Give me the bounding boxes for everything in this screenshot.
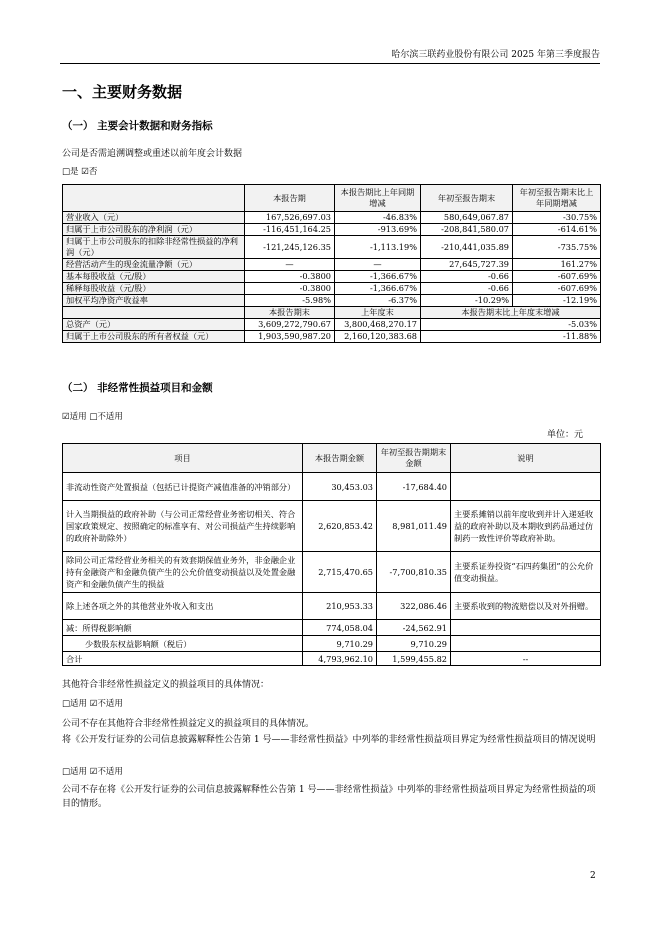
cell: -24,562.91 — [377, 620, 451, 636]
table-header-row — [63, 185, 601, 212]
row-label: 稀释每股收益（元/股） — [63, 283, 245, 295]
table-row — [63, 501, 601, 552]
header-cell — [63, 185, 245, 212]
cell: -1,366.67% — [335, 271, 421, 283]
cell: -30.75% — [513, 212, 601, 224]
table-row — [63, 331, 601, 343]
row-label: 加权平均净资产收益率 — [63, 295, 245, 307]
header-cell: 本报告期比上年同期增减 — [335, 185, 421, 212]
cell: -913.69% — [335, 224, 421, 236]
cell: — — [245, 259, 335, 271]
restatement-choice: □是 ☑否 — [62, 167, 98, 177]
header-cell: 本报告期金额 — [303, 444, 377, 473]
header-cell: 本报告期 — [245, 185, 335, 212]
cell: -7,700,810.35 — [377, 552, 451, 593]
row-label: 合计 — [63, 652, 303, 666]
unit-label: 单位：元 — [547, 430, 584, 440]
cell: 161.27% — [513, 259, 601, 271]
row-label: 非流动性资产处置损益（包括已计提资产减值准备的冲销部分） — [63, 473, 303, 501]
cell: -0.66 — [421, 283, 513, 295]
header-cell: 上年度末 — [335, 307, 421, 319]
table-row — [63, 236, 601, 259]
financial-indicators-table — [62, 184, 601, 343]
cell: 8,981,011.49 — [377, 501, 451, 552]
cell: 210,953.33 — [303, 593, 377, 620]
cell: -208,841,580.07 — [421, 224, 513, 236]
header-cell — [63, 307, 245, 319]
table-row — [63, 224, 601, 236]
applicable-choice-2: □适用 ☑不适用 — [62, 699, 123, 709]
cell: -735.75% — [513, 236, 601, 259]
non-recurring-items-table — [62, 443, 601, 666]
note-3: 公司不存在将《公开发行证券的公司信息披露解释性公告第 1 号——非经常性损益》中列举的非经常性损益项目界定为经常性损益的项目的情形。 — [62, 785, 596, 809]
cell: 1,903,590,987.20 — [245, 331, 335, 343]
cell: 2,160,120,383.68 — [335, 331, 421, 343]
cell: -6.37% — [335, 295, 421, 307]
table-row — [63, 620, 601, 636]
part2-title: （二） 非经常性损益项目和金额 — [62, 382, 213, 394]
table-row — [63, 593, 601, 620]
cell: -17,684.40 — [377, 473, 451, 501]
cell: -5.98% — [245, 295, 335, 307]
table-row — [63, 552, 601, 593]
table-row — [63, 283, 601, 295]
cell: 27,645,727.39 — [421, 259, 513, 271]
cell: -116,451,164.25 — [245, 224, 335, 236]
note-1: 公司不存在其他符合非经常性损益定义的损益项目的具体情况。 — [62, 719, 315, 729]
cell: 1,599,455.82 — [377, 652, 451, 666]
cell: 主要系摊销以前年度收到并计入递延收益的政府补助以及本期收到药品通过仿制药一致性评价等政府补助。 — [451, 501, 601, 552]
cell: -0.3800 — [245, 283, 335, 295]
part1-title: （一） 主要会计数据和财务指标 — [62, 120, 213, 132]
cell: 167,526,697.03 — [245, 212, 335, 224]
cell: -607.69% — [513, 271, 601, 283]
row-label: 归属于上市公司股东的净利润（元） — [63, 224, 245, 236]
row-label: 除上述各项之外的其他营业外收入和支出 — [63, 593, 303, 620]
row-label: 少数股东权益影响额（税后） — [63, 636, 303, 652]
cell: -10.29% — [421, 295, 513, 307]
table-row — [63, 295, 601, 307]
cell — [451, 473, 601, 501]
running-header: 哈尔滨三联药业股份有限公司 2025 年第三季度报告 — [60, 47, 600, 64]
header-cell: 说明 — [451, 444, 601, 473]
cell — [451, 636, 601, 652]
table-row — [63, 473, 601, 501]
row-label: 归属于上市公司股东的扣除非经常性损益的净利润（元） — [63, 236, 245, 259]
table-row — [63, 271, 601, 283]
table-row — [63, 259, 601, 271]
table-header-row — [63, 307, 601, 319]
cell: — — [335, 259, 421, 271]
cell: 2,715,470.65 — [303, 552, 377, 593]
table-header-row — [63, 444, 601, 473]
cell: 9,710.29 — [377, 636, 451, 652]
cell: -210,441,035.89 — [421, 236, 513, 259]
row-label: 计入当期损益的政府补助（与公司正常经营业务密切相关、符合国家政策规定、按照确定的标准享有、对公司损益产生持续影响的政府补助除外） — [63, 501, 303, 552]
cell: 4,793,962.10 — [303, 652, 377, 666]
section-title: 一、主要财务数据 — [62, 83, 183, 101]
cell: -1,366.67% — [335, 283, 421, 295]
cell: -0.66 — [421, 271, 513, 283]
cell: -- — [451, 652, 601, 666]
row-label: 基本每股收益（元/股） — [63, 271, 245, 283]
table-row — [63, 319, 601, 331]
cell: 774,058.04 — [303, 620, 377, 636]
page-number: 2 — [590, 871, 596, 881]
cell: 580,649,067.87 — [421, 212, 513, 224]
header-cell: 年初至报告期末 — [421, 185, 513, 212]
cell: -0.3800 — [245, 271, 335, 283]
cell: 9,710.29 — [303, 636, 377, 652]
cell — [451, 620, 601, 636]
row-label: 经营活动产生的现金流量净额（元） — [63, 259, 245, 271]
row-label: 营业收入（元） — [63, 212, 245, 224]
header-cell: 项目 — [63, 444, 303, 473]
cell: 30,453.03 — [303, 473, 377, 501]
applicable-choice-3: □适用 ☑不适用 — [62, 767, 123, 777]
cell: -607.69% — [513, 283, 601, 295]
applicable-choice: ☑适用 □不适用 — [62, 412, 123, 422]
header-cell: 年初至报告期末比上年同期增减 — [513, 185, 601, 212]
note-2: 将《公开发行证券的公司信息披露解释性公告第 1 号——非经常性损益》中列举的非经常性损益项目界定为经常性损益项目的情况说明 — [62, 735, 596, 745]
cell: 3,800,468,270.17 — [335, 319, 421, 331]
table-row — [63, 652, 601, 666]
cell: 主要系证券投资“石四药集团”的公允价值变动损益。 — [451, 552, 601, 593]
cell: -1,113.19% — [335, 236, 421, 259]
cell: 主要系收到的物流赔偿以及对外捐赠。 — [451, 593, 601, 620]
cell: 322,086.46 — [377, 593, 451, 620]
header-cell: 本报告期末比上年度末增减 — [421, 307, 601, 319]
row-label: 归属于上市公司股东的所有者权益（元） — [63, 331, 245, 343]
restatement-question: 公司是否需追溯调整或重述以前年度会计数据 — [62, 149, 243, 159]
table-row — [63, 636, 601, 652]
row-label: 除同公司正常经营业务相关的有效套期保值业务外，非金融企业持有金融资产和金融负债产生的公允价值变动损益以及处置金融资产和金融负债产生的损益 — [63, 552, 303, 593]
row-label: 总资产（元） — [63, 319, 245, 331]
table-row — [63, 212, 601, 224]
cell: -614.61% — [513, 224, 601, 236]
cell: -46.83% — [335, 212, 421, 224]
row-label: 减：所得税影响额 — [63, 620, 303, 636]
cell: -11.88% — [421, 331, 601, 343]
header-cell: 本报告期末 — [245, 307, 335, 319]
cell: -121,245,126.35 — [245, 236, 335, 259]
cell: -5.03% — [421, 319, 601, 331]
cell: 3,609,272,790.67 — [245, 319, 335, 331]
cell: 2,620,853.42 — [303, 501, 377, 552]
cell: -12.19% — [513, 295, 601, 307]
other-items-intro: 其他符合非经常性损益定义的损益项目的具体情况： — [62, 680, 270, 690]
header-cell: 年初至报告期期末金额 — [377, 444, 451, 473]
